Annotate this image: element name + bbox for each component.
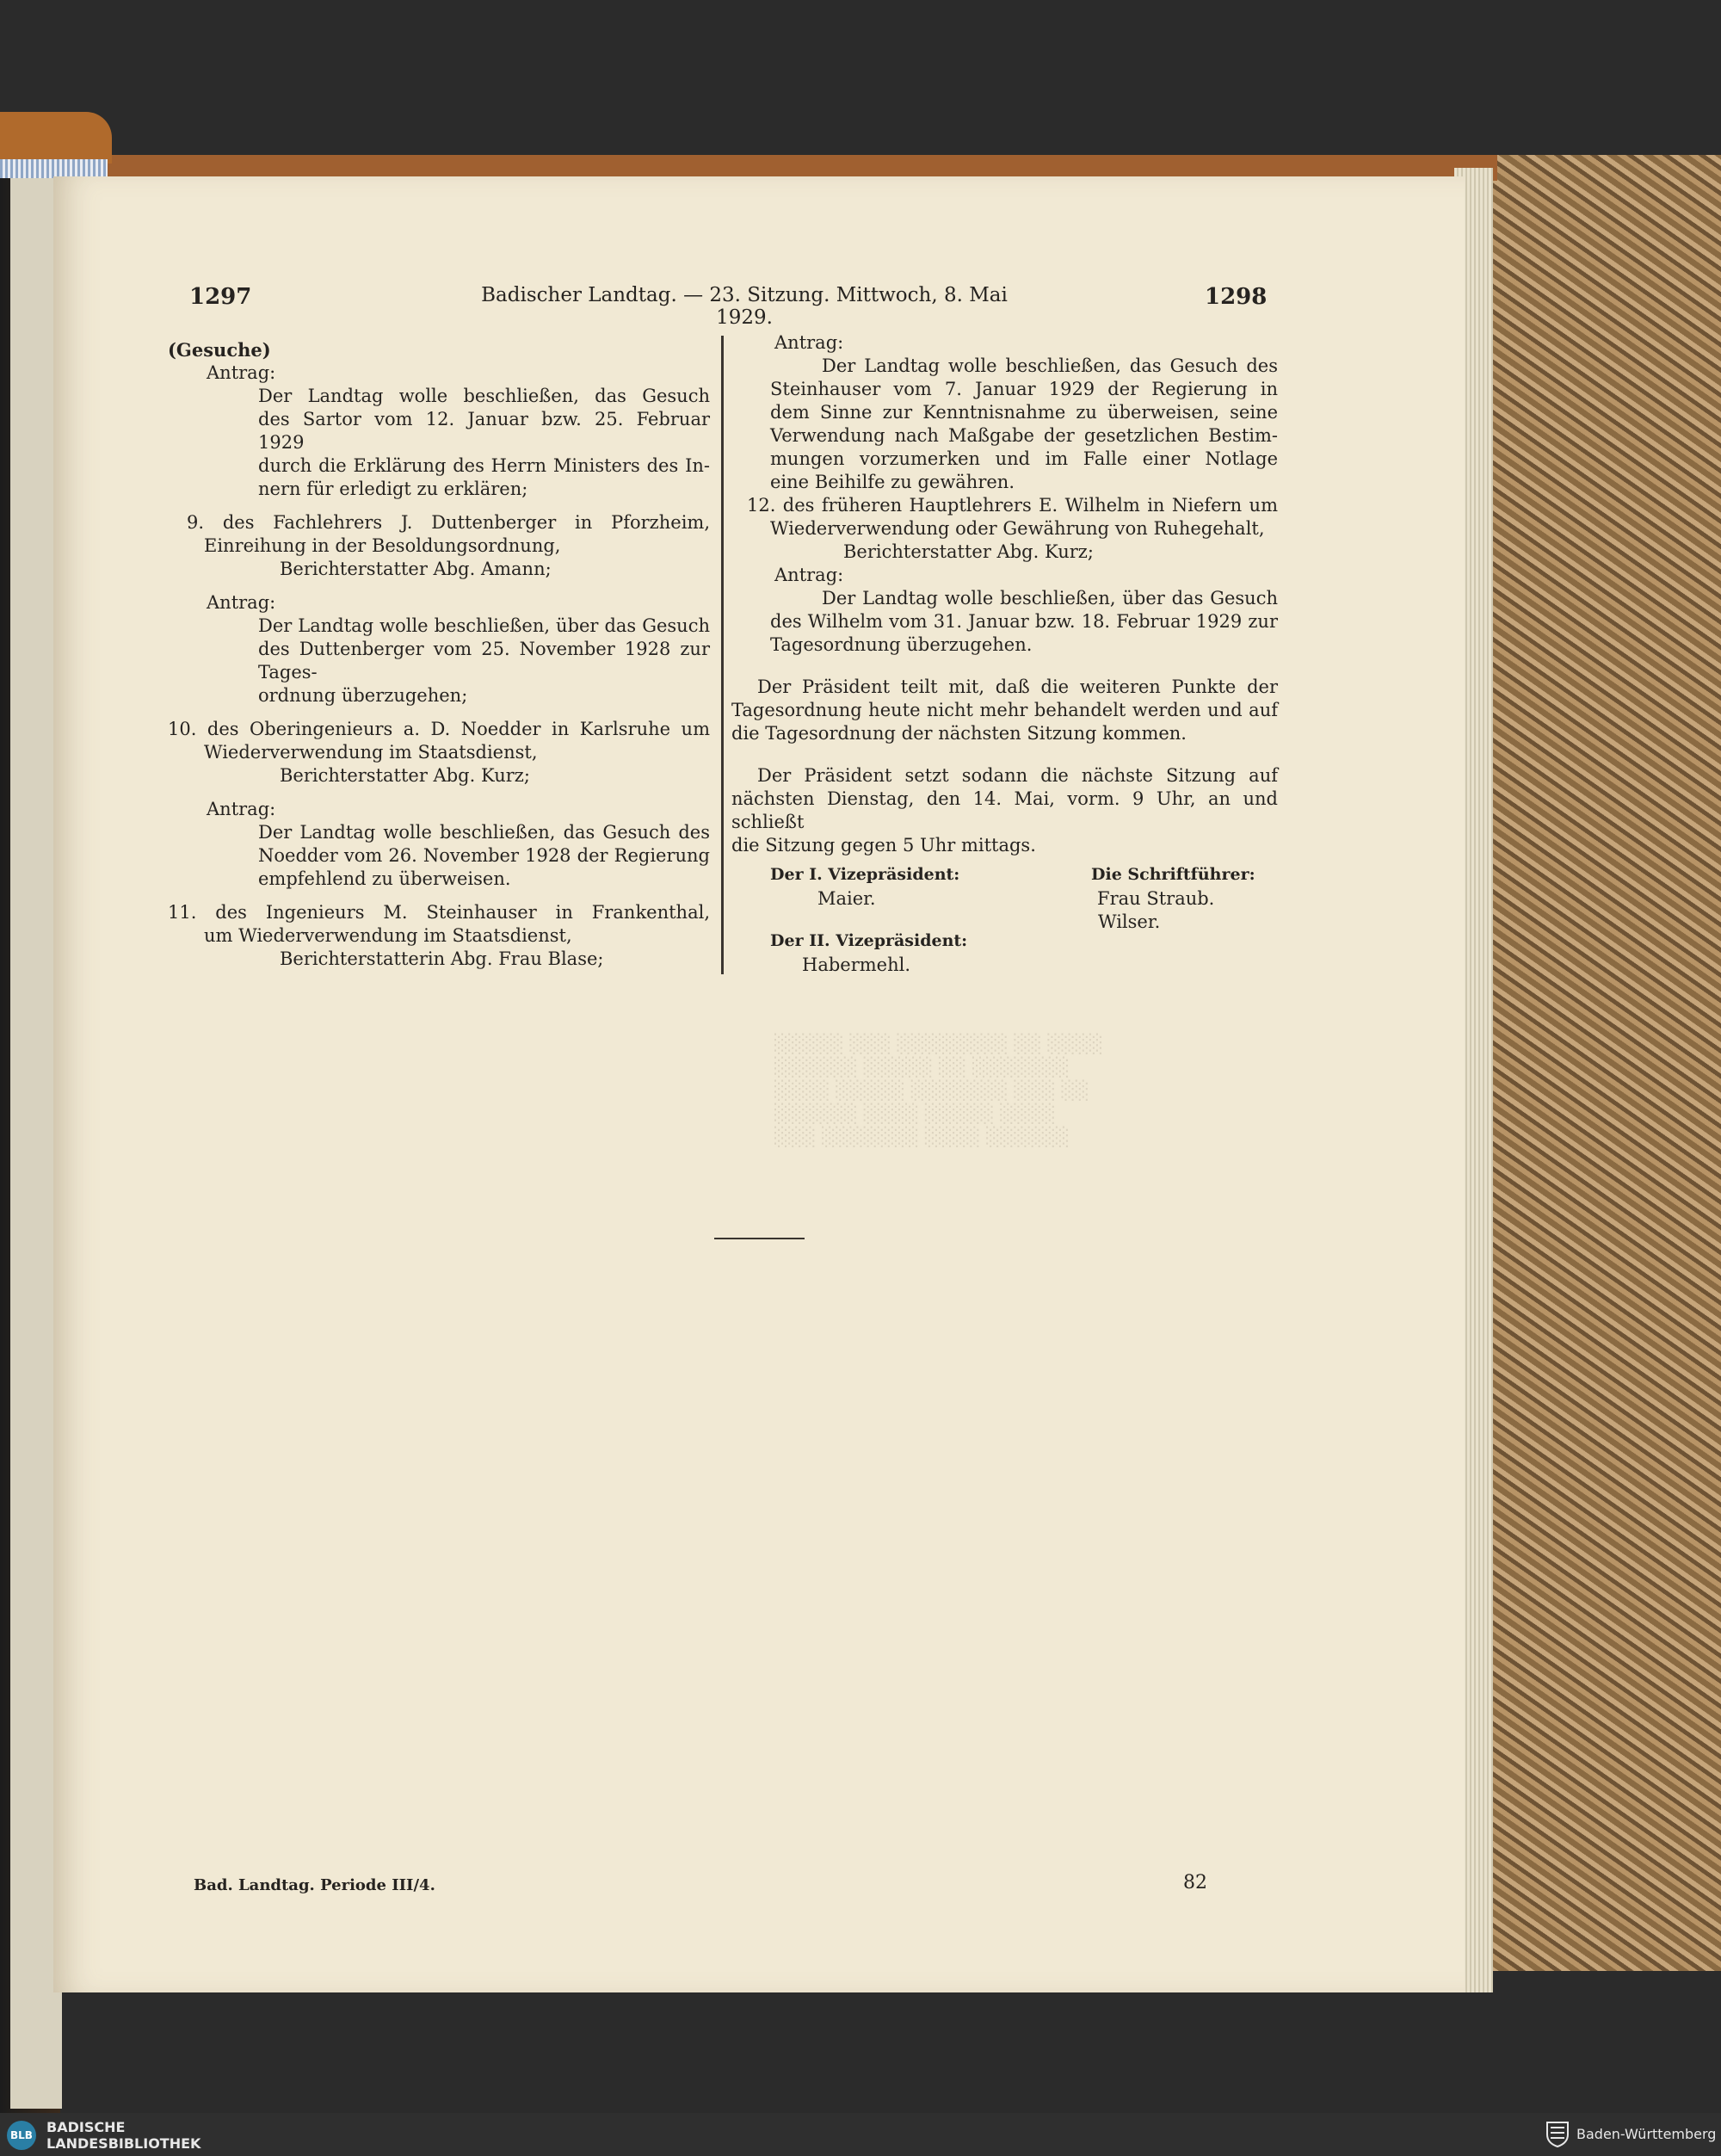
antrag-label: Antrag: xyxy=(207,362,276,383)
vice-president-2-title: Der II. Vizepräsident: xyxy=(770,931,968,950)
list-item-12 xyxy=(731,494,1278,564)
state-wordmark[interactable]: Baden-Württemberg xyxy=(1576,2126,1717,2142)
antrag-label: Antrag: xyxy=(207,799,276,819)
viewer-bottom-bar xyxy=(0,2113,1721,2156)
page-number-right: 1298 xyxy=(1205,284,1268,310)
antrag-label: Antrag: xyxy=(207,592,276,613)
text-line: 10. des Oberingenieurs a. D. Noedder in Karlsruhe um xyxy=(168,719,710,739)
list-item-9 xyxy=(168,511,710,581)
text-line: Wiederverwendung im Staatsdienst, xyxy=(204,742,538,763)
list-item-10 xyxy=(168,718,710,788)
blb-wordmark[interactable] xyxy=(46,2119,200,2152)
marbled-cover xyxy=(1463,155,1721,1971)
text-line: Der Landtag wolle beschließen, das Gesuch des xyxy=(822,355,1278,376)
text-line: die Tagesordnung der nächsten Sitzung kommen. xyxy=(731,723,1187,744)
antrag-text xyxy=(731,587,1278,657)
bleed-through: ░░░░░ ░░░ ░░░░░░░░ ░░ ░░░░ ░░░░░░ ░░░░░ ░░ ░░░░░░░ ░░░░ ░░░░░ ░░░░░░░ ░░░ ░░ ░░░░░░ ░░░░ ░░░░░ ░░░░ ░░░ ░░░░░░░ ░░░░ ░░░░░░ xyxy=(774,1034,1103,1147)
left-column xyxy=(168,338,710,971)
antrag-text xyxy=(168,615,710,707)
text-line: durch die Erklärung des Herrn Ministers des In- xyxy=(258,455,710,476)
paragraph-next-session xyxy=(731,764,1278,857)
column-divider xyxy=(721,336,724,974)
text-line: um Wiederverwendung im Staatsdienst, xyxy=(204,925,572,946)
text-line: Noedder vom 26. November 1928 der Regierung xyxy=(258,845,710,866)
text-line: nern für erledigt zu erklären; xyxy=(258,479,528,499)
text-line: die Sitzung gegen 5 Uhr mittags. xyxy=(731,835,1036,856)
blb-line1: BADISCHE xyxy=(46,2119,126,2135)
list-item-11 xyxy=(168,901,710,971)
antrag-text xyxy=(168,821,710,891)
leather-spine xyxy=(0,112,112,164)
text-line: Einreihung in der Besoldungsordnung, xyxy=(204,535,561,556)
antrag-text xyxy=(168,385,710,501)
text-line: 11. des Ingenieurs M. Steinhauser in Frankenthal, xyxy=(168,902,710,923)
text-line: Tagesordnung heute nicht mehr behandelt werden und auf xyxy=(731,700,1278,720)
reporter-line: Berichterstatter Abg. Amann; xyxy=(280,559,552,579)
text-line: Der Landtag wolle beschließen, über das Gesuch xyxy=(822,588,1278,608)
text-line: mungen vorzumerken und im Falle einer Notlage xyxy=(770,448,1278,469)
text-line: Steinhauser vom 7. Januar 1929 der Regierung in xyxy=(770,379,1278,399)
text-line: Verwendung nach Maßgabe der gesetzlichen Bestim- xyxy=(770,425,1278,446)
secretary-2: Wilser. xyxy=(1098,911,1161,932)
text-line: Tagesordnung überzugehen. xyxy=(770,634,1033,655)
text-line: empfehlend zu überweisen. xyxy=(258,868,511,889)
headband xyxy=(0,159,108,178)
text-line: Der Präsident setzt sodann die nächste Sitzung auf xyxy=(757,765,1278,786)
text-line: eine Beihilfe zu gewähren. xyxy=(770,472,1015,492)
text-line: ordnung überzugehen; xyxy=(258,685,468,706)
text-line: des Sartor vom 12. Januar bzw. 25. Februar 1929 xyxy=(258,409,710,453)
reporter-line: Berichterstatter Abg. Kurz; xyxy=(280,765,530,786)
right-column xyxy=(731,331,1278,857)
secretary-1: Frau Straub. xyxy=(1097,888,1215,909)
text-line: des Wilhelm vom 31. Januar bzw. 18. Februar 1929 zur xyxy=(770,611,1278,632)
text-line: Der Landtag wolle beschließen, über das Gesuch xyxy=(258,615,710,636)
paragraph-president-announcement xyxy=(731,676,1278,745)
footer-imprint: Bad. Landtag. Periode III/4. xyxy=(194,1876,435,1894)
antrag-label: Antrag: xyxy=(774,565,844,585)
antrag-label: Antrag: xyxy=(774,332,844,353)
secretaries-title: Die Schriftführer: xyxy=(1091,865,1255,884)
section-heading: (Gesuche) xyxy=(168,339,271,361)
antrag-text xyxy=(731,355,1278,494)
reporter-line: Berichterstatter Abg. Kurz; xyxy=(843,541,1094,562)
text-line: des Duttenberger vom 25. November 1928 zur Tages- xyxy=(258,639,710,683)
vice-president-1-name: Maier. xyxy=(817,888,876,909)
text-line: nächsten Dienstag, den 14. Mai, vorm. 9 Uhr, an und schließt xyxy=(731,788,1278,832)
reporter-line: Berichterstatterin Abg. Frau Blase; xyxy=(280,948,604,969)
end-rule xyxy=(714,1238,805,1239)
state-coat-of-arms-icon xyxy=(1545,2119,1570,2148)
text-line: Wiederverwendung oder Gewährung von Ruhegehalt, xyxy=(770,518,1265,539)
text-line: 9. des Fachlehrers J. Duttenberger in Pforzheim, xyxy=(187,512,710,533)
vice-president-1-title: Der I. Vizepräsident: xyxy=(770,865,960,884)
footer-sheet-number: 82 xyxy=(1183,1872,1207,1893)
text-line: Der Landtag wolle beschließen, das Gesuch des xyxy=(258,822,710,843)
vice-president-2-name: Habermehl. xyxy=(802,954,910,975)
page-number-left: 1297 xyxy=(189,284,252,310)
blb-line2: LANDESBIBLIOTHEK xyxy=(46,2135,201,2152)
text-line: 12. des früheren Hauptlehrers E. Wilhelm in Niefern um xyxy=(747,495,1278,516)
running-header: Badischer Landtag. — 23. Sitzung. Mittwoch, 8. Mai 1929. xyxy=(481,284,1008,329)
text-line: Der Präsident teilt mit, daß die weiteren Punkte der xyxy=(757,676,1278,697)
text-line: Der Landtag wolle beschließen, das Gesuch xyxy=(258,386,710,406)
blb-logo-icon[interactable]: BLB xyxy=(7,2121,36,2150)
text-line: dem Sinne zur Kenntnisnahme zu überweisen, seine xyxy=(770,402,1278,423)
